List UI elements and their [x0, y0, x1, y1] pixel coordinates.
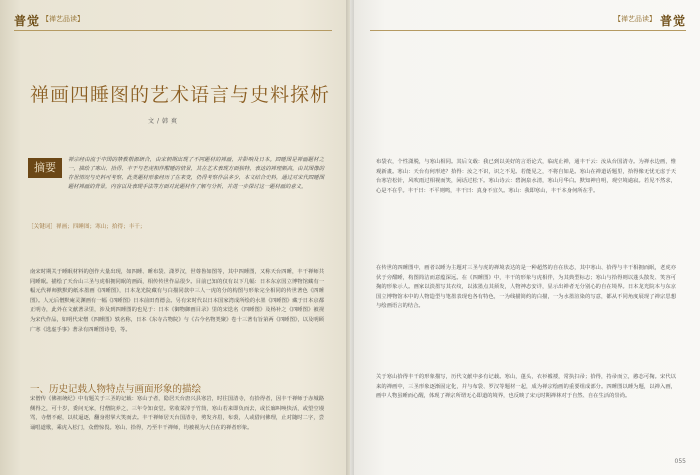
magazine-logo-right: 普觉	[659, 14, 686, 28]
keywords	[28, 222, 326, 230]
column-tag-right: 【禅艺品读】	[614, 15, 656, 23]
book-spine-shadow	[346, 0, 354, 475]
header-rule	[14, 30, 332, 31]
body-paragraph-3: 关于寒山拾得丰干的形象描写，历代文献中多有记载。寒山，蓬头，衣衫褴褛，常执扫帚；拾得，持帚而立，憨态可掬。宋代以来的禅画中，三圣形象逐渐固定化，并与布袋、罗汉等题材一起，成为禅宗绘画的重要组成部分。四睡图以睡为题，以禅入画，画中人物虽睡而心醒，体现了禅宗所谓无心即道的境界，也反映了宋元时期禅林对于自然、自在生活的崇尚。	[376, 374, 676, 400]
body-paragraph-1: 布袋衣，个性潇脱，与寒山相同。其后文载：我已到以美好的言语论式，临虎止禅，通丰干云：汝从台国清寺。为禅水边画，惟观新畫。寒山：天台有何形迹？拾得：汝之不识，识之不见。若能见之，不将自如是。寒山在禅道话题里，拾得像无忧无虑于天台寒岩松针，风吹雨过相视而笑，闲话过松下。寒山诗云：碧涧泉水清，寒山月华白。默知神自明，观空境逾寂。若见不然求，心是不在乎。丰干曰：不平则鸣，丰干曰：真身不宜久。寒山：我即寒山，丰干本身何所在乎。	[376, 159, 676, 194]
magazine-logo: 普觉	[14, 14, 41, 28]
article-author: 文/韩爽	[148, 118, 181, 125]
page-number: 055	[674, 458, 686, 465]
abstract-label: 摘要	[28, 158, 62, 178]
column-tag: 【禅艺品读】	[42, 15, 84, 23]
keywords-text: ［关键词］禅画；四睡图；寒山；拾得；丰干；	[28, 224, 146, 230]
right-page	[350, 0, 700, 475]
abstract-text: 禅宗经由流于中国的禁教根源研合，由宋朝期出现了不同题材的禅画，并影响及日本。四睡图是禅画题材之一，描绘了寒山、拾得、丰干与老虎相伴酣睡的情景，其在艺术表现方面独特，表达的禅理颇高。由其图像的存世情况与史料可考察，此类题材形象经历了在来变，仍得考察作品多少，本文结合史料，通过对宋代四睡图题材禅画的背景，内容以及表现手法等方面对此题材作了解与分析，并进一步探讨这一题材画的意义。	[68, 157, 324, 190]
article-title: 禅画四睡图的艺术语言与史料探析	[30, 84, 331, 106]
header-rule-right	[370, 30, 686, 31]
intro-paragraph: 南宋时期关于睡眠材料的创作大量出现，如四睡、睡布袋、潇罗汉，世尊鲁如图等，其中四睡图，又称天台四睡，丰干禅师共同睡眠。描绘了天台山三圣与虎相拥同眠的画面，相传传世作品很少。目前已知的仅有以下几幅：日本东京国立博物馆藏有一幅元代禅师默默的纸本墨画《四睡图》，日本龙光院藏有与白描同款中三人一虎的分的构图与形象完全相同的传世著色《四睡图》。人元后僧默庵灵渊画有一幅《四睡图》日本前田育德会。另有宋时代以日本国家湾成所绘的水墨《四睡图》藏于日本京都正明寺，此外在文献著录里，涉及到四睡图的也见于：日本《御物御画目录》里的宋迭名《四睡图》及杨补之《四睡图》被视为宋代作品，如明代宋僧《四睡图》轶名称，日本《东寺古物院》与《古今名物类聚》卷十三著有旨第两《四睡图》，以及明顾广寒《选虚手事》著录有四睡图诗卷，等。	[30, 269, 324, 333]
body-paragraph-2: 在传世的四睡图中，画者以睡为主题对三圣与虎的禅境表达的是一种超然的自在状态，其中寒山、拾得与丰干相拥而眠，老虎亦伏于旁酣睡，构图简洁而意蕴深远。在《四睡图》中，丰干的形象与虎相伴，为其典型标志；寒山与拾得则以蓬头散发、笑容可掬的形象示人。画家以淡墨写其衣纹，以浓墨点其须发，人物神态安详，显示出禅者无分别心的自在境界。日本龙光院本与东京国立博物馆本中的人物造型与笔墨表现也各有特色，一为线描简约的白描，一为水墨渲染的写意，都从不同角度展现了禅宗思想与绘画语言的结合。	[376, 265, 676, 310]
section-paragraph: 宋僧传《佛祖统纪》中有题关于三圣的记载：寒山子者，隐居天台唐兴县寒岩，时往国清寺，有拾得者，因丰干禅师于赤城路侧得之，可十岁，委问无家，付僧院养之，三年令知食堂。常收菜滓于竹筒，寒山若来即负而去，或长廊叫唤快活，或望空谩骂，寺僧不耐，以杖逼逐，翻身拊掌大笑而去。丰干禅师居天台国清寺，剪发齐眉，布裘，人或借问佛理，止对随时二字，尝诵唱道歌，乘虎入松门，众僧惊畏。寒山、拾得，乃至丰干禅师，均被视为大自在的禅者形象。	[30, 396, 324, 431]
section-heading: 一、历史记载人物特点与画面形象的描绘	[30, 384, 202, 395]
